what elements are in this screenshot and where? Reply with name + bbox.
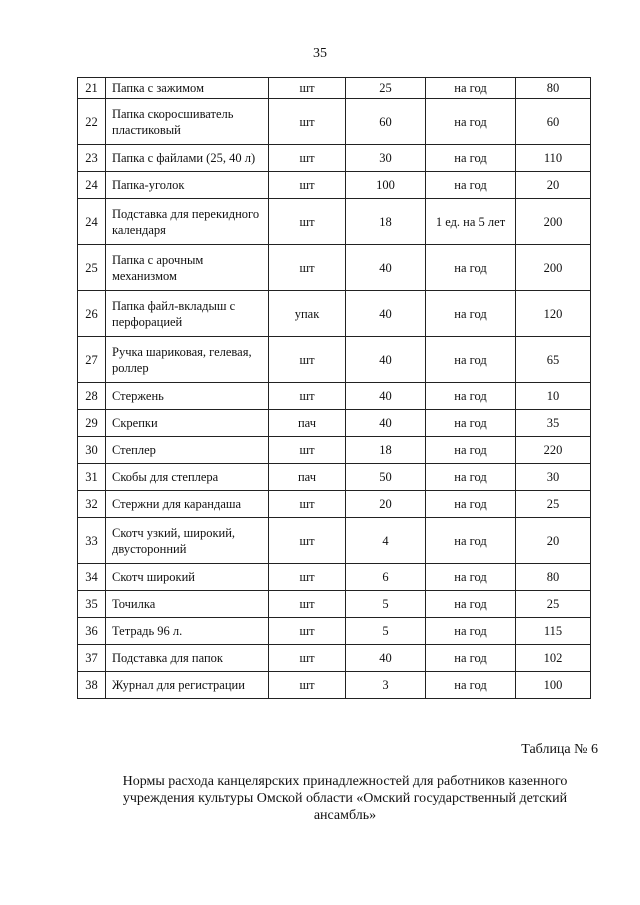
- cell-unit: шт: [269, 99, 346, 145]
- cell-period: на год: [426, 337, 516, 383]
- page-number: 35: [313, 46, 327, 61]
- cell-price: 120: [516, 291, 591, 337]
- cell-num: 28: [78, 383, 106, 410]
- cell-unit: шт: [269, 618, 346, 645]
- cell-price: 65: [516, 337, 591, 383]
- cell-price: 200: [516, 245, 591, 291]
- cell-qty: 4: [346, 518, 426, 564]
- cell-period: на год: [426, 645, 516, 672]
- cell-qty: 18: [346, 199, 426, 245]
- cell-period: на год: [426, 591, 516, 618]
- cell-qty: 50: [346, 464, 426, 491]
- cell-num: 34: [78, 564, 106, 591]
- cell-name: Тетрадь 96 л.: [106, 618, 269, 645]
- cell-period: на год: [426, 518, 516, 564]
- cell-num: 21: [78, 78, 106, 99]
- cell-price: 102: [516, 645, 591, 672]
- cell-qty: 20: [346, 491, 426, 518]
- cell-name: Папка файл-вкладыш с перфорацией: [106, 291, 269, 337]
- table-row: [78, 145, 591, 172]
- cell-qty: 40: [346, 410, 426, 437]
- cell-qty: 25: [346, 78, 426, 99]
- table-row: [78, 291, 591, 337]
- table-row: [78, 564, 591, 591]
- table-row: [78, 645, 591, 672]
- cell-price: 200: [516, 199, 591, 245]
- cell-name: Скрепки: [106, 410, 269, 437]
- cell-price: 80: [516, 564, 591, 591]
- cell-name: Скотч узкий, широкий, двусторонний: [106, 518, 269, 564]
- cell-period: на год: [426, 78, 516, 99]
- cell-qty: 40: [346, 337, 426, 383]
- cell-name: Журнал для регистрации: [106, 672, 269, 699]
- cell-period: на год: [426, 564, 516, 591]
- cell-unit: шт: [269, 337, 346, 383]
- cell-name: Папка с файлами (25, 40 л): [106, 145, 269, 172]
- cell-num: 26: [78, 291, 106, 337]
- cell-price: 30: [516, 464, 591, 491]
- cell-name: Папка скоросшиватель пластиковый: [106, 99, 269, 145]
- cell-qty: 40: [346, 291, 426, 337]
- cell-unit: шт: [269, 78, 346, 99]
- cell-name: Скотч широкий: [106, 564, 269, 591]
- cell-period: на год: [426, 410, 516, 437]
- cell-qty: 100: [346, 172, 426, 199]
- cell-price: 20: [516, 172, 591, 199]
- table-row: [78, 518, 591, 564]
- cell-price: 25: [516, 591, 591, 618]
- norms-table: [77, 77, 591, 699]
- cell-period: на год: [426, 491, 516, 518]
- cell-name: Подставка для перекидного календаря: [106, 199, 269, 245]
- table-row: [78, 491, 591, 518]
- cell-qty: 60: [346, 99, 426, 145]
- cell-num: 31: [78, 464, 106, 491]
- cell-price: 115: [516, 618, 591, 645]
- cell-qty: 40: [346, 245, 426, 291]
- table-caption: Таблица № 6: [521, 742, 598, 757]
- table-row: [78, 618, 591, 645]
- cell-name: Скобы для степлера: [106, 464, 269, 491]
- table-row: [78, 383, 591, 410]
- cell-num: 27: [78, 337, 106, 383]
- cell-period: на год: [426, 618, 516, 645]
- cell-qty: 5: [346, 591, 426, 618]
- cell-name: Стержни для карандаша: [106, 491, 269, 518]
- cell-num: 35: [78, 591, 106, 618]
- table-row: [78, 464, 591, 491]
- cell-name: Папка с зажимом: [106, 78, 269, 99]
- table-row: [78, 591, 591, 618]
- cell-num: 29: [78, 410, 106, 437]
- cell-unit: шт: [269, 672, 346, 699]
- table-row: [78, 199, 591, 245]
- table-row: [78, 172, 591, 199]
- cell-price: 80: [516, 78, 591, 99]
- cell-num: 38: [78, 672, 106, 699]
- cell-price: 35: [516, 410, 591, 437]
- cell-unit: шт: [269, 591, 346, 618]
- cell-unit: шт: [269, 245, 346, 291]
- cell-unit: шт: [269, 199, 346, 245]
- cell-period: на год: [426, 672, 516, 699]
- cell-unit: пач: [269, 410, 346, 437]
- cell-num: 22: [78, 99, 106, 145]
- table-row: [78, 337, 591, 383]
- cell-num: 37: [78, 645, 106, 672]
- cell-unit: шт: [269, 172, 346, 199]
- cell-unit: шт: [269, 491, 346, 518]
- cell-qty: 40: [346, 383, 426, 410]
- cell-num: 32: [78, 491, 106, 518]
- cell-price: 25: [516, 491, 591, 518]
- cell-unit: шт: [269, 564, 346, 591]
- cell-unit: упак: [269, 291, 346, 337]
- cell-unit: шт: [269, 518, 346, 564]
- cell-price: 220: [516, 437, 591, 464]
- table-title: Нормы расхода канцелярских принадлежностей для работников казенного учреждения культуры Омской области «Омский государственный детский ансамбль»: [122, 774, 568, 823]
- cell-num: 36: [78, 618, 106, 645]
- cell-period: 1 ед. на 5 лет: [426, 199, 516, 245]
- cell-qty: 40: [346, 645, 426, 672]
- cell-num: 24: [78, 172, 106, 199]
- cell-period: на год: [426, 291, 516, 337]
- cell-qty: 6: [346, 564, 426, 591]
- table-row: [78, 672, 591, 699]
- cell-qty: 3: [346, 672, 426, 699]
- cell-name: Точилка: [106, 591, 269, 618]
- cell-period: на год: [426, 172, 516, 199]
- cell-period: на год: [426, 437, 516, 464]
- cell-price: 100: [516, 672, 591, 699]
- cell-num: 25: [78, 245, 106, 291]
- cell-period: на год: [426, 145, 516, 172]
- cell-num: 30: [78, 437, 106, 464]
- cell-name: Степлер: [106, 437, 269, 464]
- table-row: [78, 245, 591, 291]
- cell-period: на год: [426, 99, 516, 145]
- cell-unit: шт: [269, 645, 346, 672]
- table-row: [78, 78, 591, 99]
- cell-num: 23: [78, 145, 106, 172]
- cell-period: на год: [426, 464, 516, 491]
- table-row: [78, 437, 591, 464]
- cell-name: Стержень: [106, 383, 269, 410]
- cell-name: Папка с арочным механизмом: [106, 245, 269, 291]
- cell-price: 110: [516, 145, 591, 172]
- cell-unit: пач: [269, 464, 346, 491]
- cell-price: 20: [516, 518, 591, 564]
- cell-name: Ручка шариковая, гелевая, роллер: [106, 337, 269, 383]
- cell-price: 60: [516, 99, 591, 145]
- cell-unit: шт: [269, 437, 346, 464]
- cell-qty: 30: [346, 145, 426, 172]
- cell-price: 10: [516, 383, 591, 410]
- cell-name: Папка-уголок: [106, 172, 269, 199]
- cell-unit: шт: [269, 145, 346, 172]
- cell-qty: 18: [346, 437, 426, 464]
- cell-unit: шт: [269, 383, 346, 410]
- cell-num: 24: [78, 199, 106, 245]
- norms-table-body: [78, 78, 591, 699]
- table-row: [78, 99, 591, 145]
- cell-period: на год: [426, 383, 516, 410]
- cell-qty: 5: [346, 618, 426, 645]
- cell-num: 33: [78, 518, 106, 564]
- table-row: [78, 410, 591, 437]
- cell-period: на год: [426, 245, 516, 291]
- cell-name: Подставка для папок: [106, 645, 269, 672]
